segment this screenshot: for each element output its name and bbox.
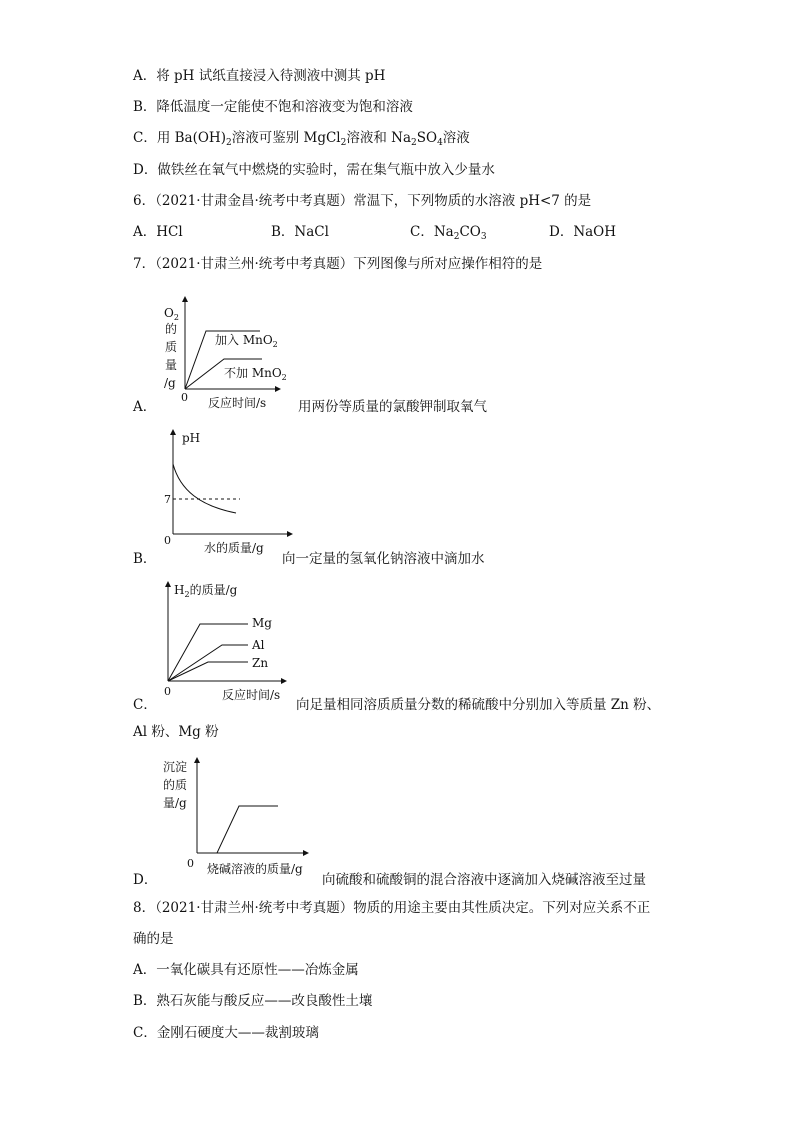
svg-text:量: 量 <box>165 358 178 372</box>
q7-option-c-label: C． <box>133 697 157 713</box>
q7-option-c-desc-line2: Al 粉、Mg 粉 <box>133 724 219 740</box>
graph-b <box>160 428 300 553</box>
svg-text:的质: 的质 <box>163 778 188 792</box>
q5-option-c: C．用 $Ba(OH)_2$溶液可鉴别 MgCl$_2$溶液和 $Na_2SO_4$溶液 <box>133 130 470 148</box>
graph-c <box>160 580 300 705</box>
svg-text:Mg: Mg <box>252 616 272 630</box>
q7-option-c-desc: 向足量相同溶质质量分数的稀硫酸中分别加入等质量 Zn 粉、 <box>296 697 661 713</box>
q8-option-a: A．一氧化碳具有还原性——冶炼金属 <box>133 962 359 978</box>
q6-option-b: B．NaCl <box>271 224 329 240</box>
svg-text:沉淀: 沉淀 <box>163 760 188 774</box>
svg-text:pH: pH <box>182 431 201 445</box>
q8-option-c: C．金刚石硬度大——裁割玻璃 <box>133 1025 319 1041</box>
svg-text:7: 7 <box>164 493 171 506</box>
q7-option-d-desc: 向硫酸和硫酸铜的混合溶液中逐滴加入烧碱溶液至过量 <box>322 872 646 888</box>
q7-option-d-label: D． <box>133 872 158 888</box>
svg-text:质: 质 <box>165 340 178 354</box>
q7-option-a-desc: 用两份等质量的氯酸钾制取氧气 <box>298 399 487 415</box>
question-7: 7．（2021·甘肃兰州·统考中考真题）下列图像与所对应操作相符的是 <box>133 256 543 272</box>
svg-text:O2: $O_2$ <box>164 306 179 322</box>
q5-option-b: B．降低温度一定能使不饱和溶液变为饱和溶液 <box>133 99 413 115</box>
q5-option-a: A．将 pH 试纸直接浸入待测液中测其 pH <box>133 68 386 84</box>
svg-text:反应时间/s: 反应时间/s <box>222 688 281 702</box>
svg-text:加入 MnO2: 加入 MnO$_2$ <box>215 333 278 349</box>
svg-text:量/g: 量/g <box>163 796 187 810</box>
q7-option-b-desc: 向一定量的氢氧化钠溶液中滴加水 <box>282 551 485 567</box>
q5-option-d: D．做铁丝在氧气中燃烧的实验时，需在集气瓶中放入少量水 <box>133 162 495 178</box>
svg-text:0: 0 <box>164 534 171 547</box>
svg-text:不加 MnO2: 不加 MnO$_2$ <box>224 366 287 382</box>
question-8: 8．（2021·甘肃兰州·统考中考真题）物质的用途主要由其性质决定。下列对应关系不正 <box>133 900 651 916</box>
svg-text:烧碱溶液的质量/g: 烧碱溶液的质量/g <box>207 862 303 876</box>
svg-text:反应时间/s: 反应时间/s <box>208 396 267 410</box>
question-8-cont: 确的是 <box>133 931 174 947</box>
svg-text:水的质量/g: 水的质量/g <box>204 541 264 555</box>
graph-a <box>160 295 290 410</box>
q7-option-b-label: B． <box>133 551 157 567</box>
svg-text:0: 0 <box>187 857 194 870</box>
q6-option-d: D．NaOH <box>549 224 617 240</box>
svg-text:0: 0 <box>164 685 171 698</box>
svg-text:Zn: Zn <box>252 656 269 670</box>
q6-option-a: A．HCl <box>133 224 183 240</box>
q7-option-a-label: A． <box>133 399 157 415</box>
question-6: 6．（2021·甘肃金昌·统考中考真题）常温下，下列物质的水溶液 pH<7 的是 <box>133 193 592 209</box>
q6-option-c: C．$Na_2CO_3$ <box>410 224 487 242</box>
q8-option-b: B．熟石灰能与酸反应——改良酸性土壤 <box>133 993 373 1009</box>
svg-text:0: 0 <box>181 391 188 404</box>
svg-text:H2的质量/g: $H_2$的质量/g <box>174 583 238 599</box>
svg-text:的: 的 <box>165 322 178 336</box>
svg-text:Al: Al <box>252 638 265 652</box>
svg-text:/g: /g <box>164 376 176 390</box>
graph-d <box>160 752 330 877</box>
